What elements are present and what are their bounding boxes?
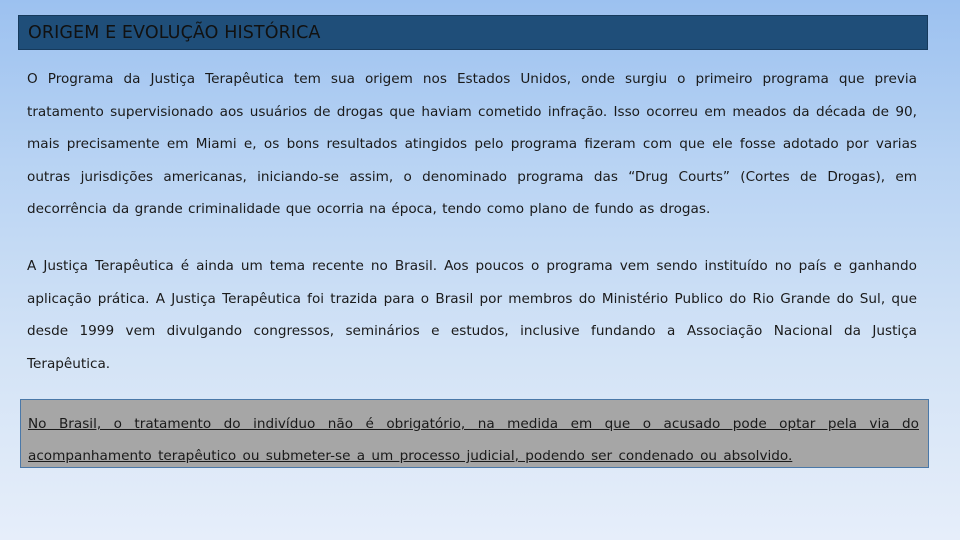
highlight-text: No Brasil, o tratamento do indivíduo não é obrigatório, na medida em que o acusado pode optar pela via do acompanhamento terapêutico ou submeter-se a um processo judicial, podendo ser condenado ou absolvido. [28, 416, 919, 464]
highlight-box [20, 399, 929, 468]
slide-title: ORIGEM E EVOLUÇÃO HISTÓRICA [28, 22, 321, 43]
paragraph-origin: O Programa da Justiça Terapêutica tem sua origem nos Estados Unidos, onde surgiu o primeiro programa que previa tratamento supervisionado aos usuários de drogas que haviam cometido infração. Isso ocorreu em meados da década de 90, mais precisamente em Miami e, os bons resultados atingidos pelo programa fizeram com que ele fosse adotado por varias outras jurisdições americanas, iniciando-se assim, o denominado programa das “Drug Courts” (Cortes de Drogas), em decorrência da grande criminalidade que ocorria na época, tendo como plano de fundo as drogas. [27, 71, 917, 218]
paragraph-brazil: A Justiça Terapêutica é ainda um tema recente no Brasil. Aos poucos o programa vem sendo instituído no país e ganhando aplicação prática. A Justiça Terapêutica foi trazida para o Brasil por membros do Ministério Publico do Rio Grande do Sul, que desde 1999 vem divulgando congressos, seminários e estudos, inclusive fundando a Associação Nacional da Justiça Terapêutica. [27, 257, 917, 372]
body-content [27, 63, 917, 380]
title-bar [18, 15, 928, 50]
